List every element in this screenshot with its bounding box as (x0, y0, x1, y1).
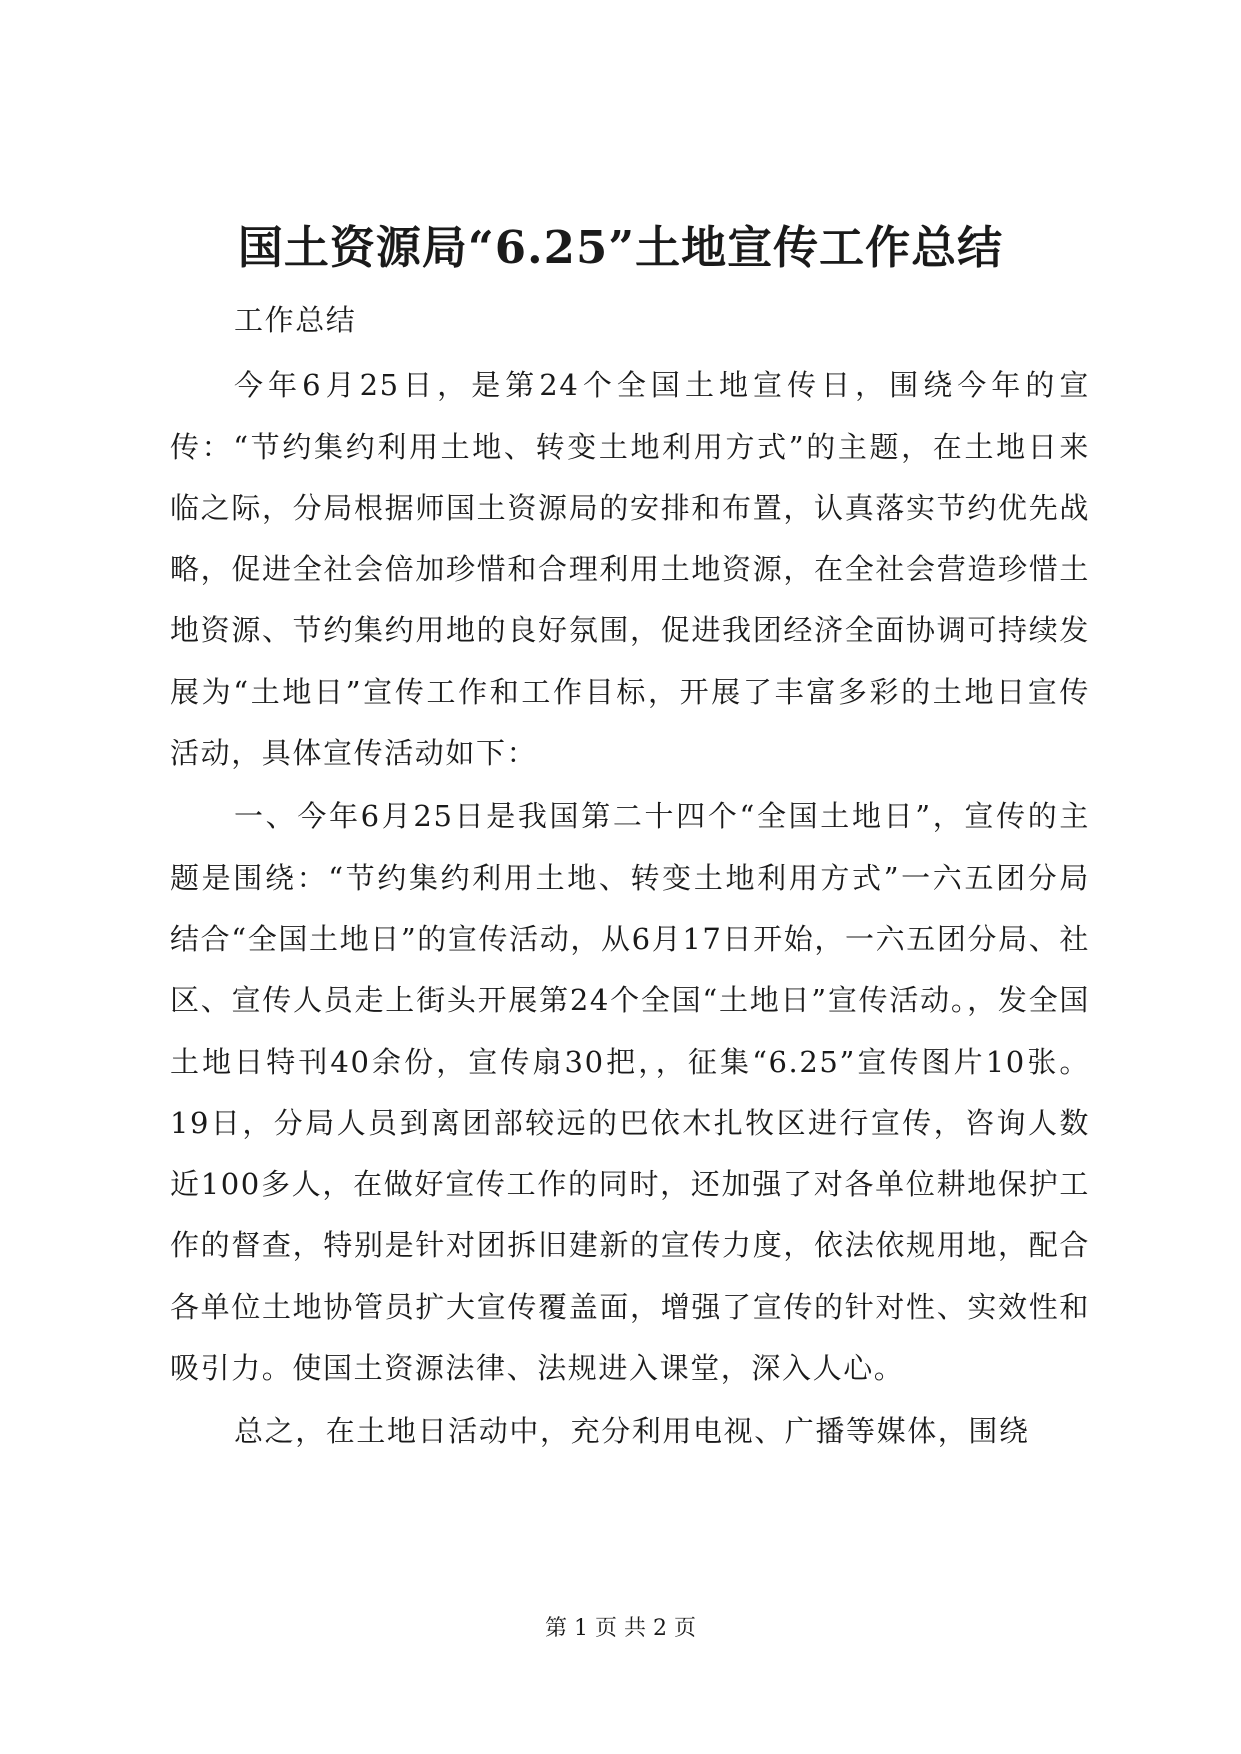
document-title: 国土资源局“6.25”土地宣传工作总结 (237, 221, 1004, 274)
paragraph-intro: 今年6月25日，是第24个全国土地宣传日，围绕今年的宣传：“节约集约利用土地、转变土地利用方式”的主题，在土地日来临之际，分局根据师国土资源局的安排和布置，认真落实节约优先战略，促进全社会倍加珍惜和合理利用土地资源，在全社会营造珍惜土地资源、节约集约用地的良好氛围，促进我团经济全面协调可持续发展为“土地日”宣传工作和工作目标，开展了丰富多彩的土地日宣传活动，具体宣传活动如下： (170, 368, 1090, 771)
document-subtitle: 工作总结 (234, 303, 357, 337)
paragraph-section-one: 一、今年6月25日是我国第二十四个“全国土地日”，宣传的主题是围绕：“节约集约利用土地、转变土地利用方式”一六五团分局结合“全国土地日”的宣传活动，从6月17日开始，一六五团分局、社区、宣传人员走上街头开展第24个全国“土地日”宣传活动。，发全国土地日特刊40余份，宣传扇30把，，征集“6.25”宣传图片10张。19日，分局人员到离团部较远的巴依木扎牧区进行宣传，咨询人数近100多人，在做好宣传工作的同时，还加强了对各单位耕地保护工作的督查，特别是针对团拆旧建新的宣传力度，依法依规用地，配合各单位土地协管员扩大宣传覆盖面，增强了宣传的针对性、实效性和吸引力。使国土资源法律、法规进入课堂，深入人心。 (170, 799, 1090, 1386)
paragraph-summary: 总之，在土地日活动中，充分利用电视、广播等媒体，围绕 (234, 1414, 1030, 1449)
document-body (170, 290, 1090, 1463)
page-number-footer: 第 1 页 共 2 页 (545, 1616, 696, 1641)
